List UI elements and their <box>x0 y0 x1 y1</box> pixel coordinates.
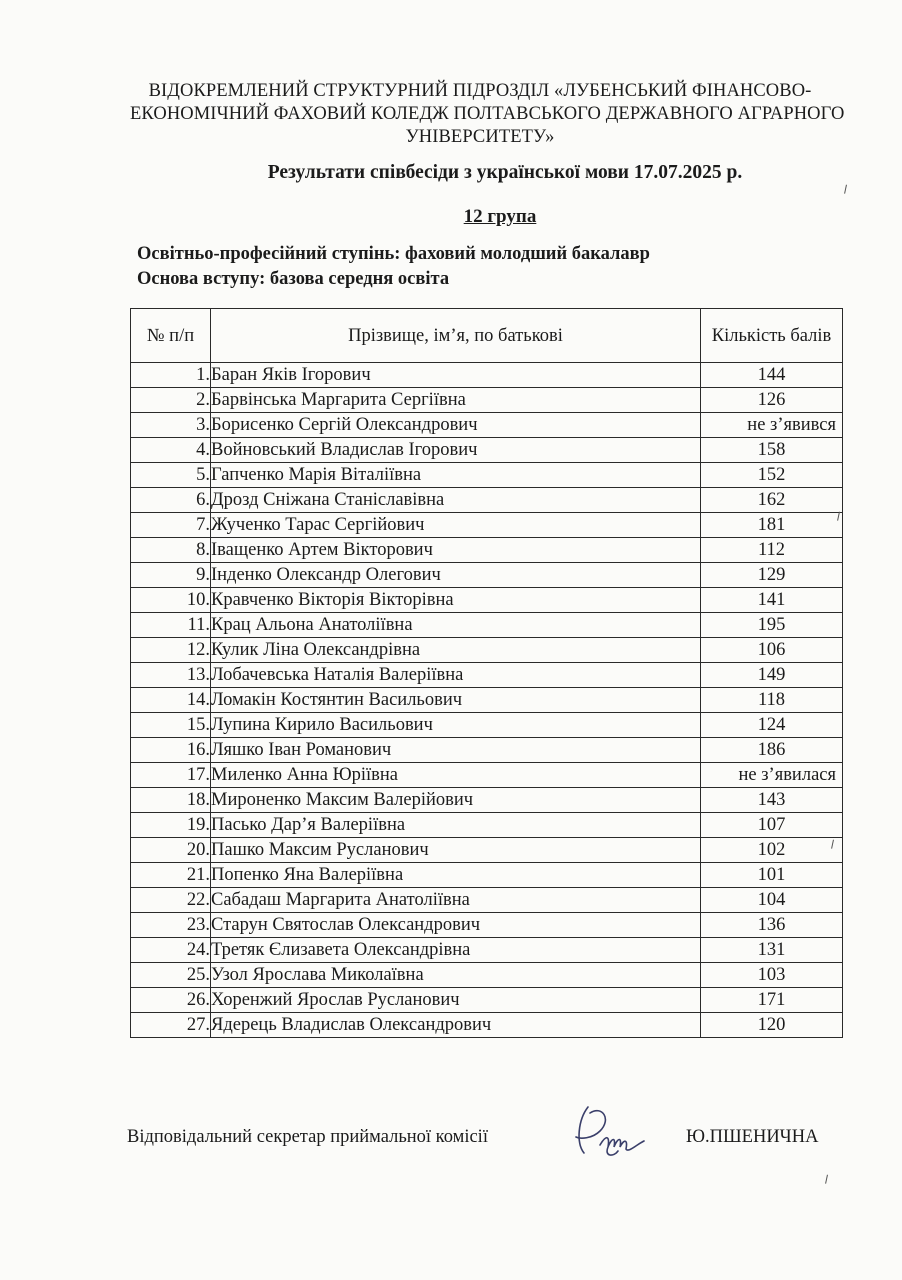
row-number: 17. <box>131 763 211 788</box>
header-score: Кількість балів <box>701 309 843 363</box>
table-row <box>131 788 843 813</box>
student-name: Борисенко Сергій Олександрович <box>211 413 701 438</box>
student-name: Лобачевська Наталія Валеріївна <box>211 663 701 688</box>
student-name: Войновський Владислав Ігорович <box>211 438 701 463</box>
student-score: 120 <box>701 1013 843 1038</box>
row-number: 24. <box>131 938 211 963</box>
student-score: 131 <box>701 938 843 963</box>
row-number: 13. <box>131 663 211 688</box>
org-line: ВІДОКРЕМЛЕНИЙ СТРУКТУРНИЙ ПІДРОЗДІЛ «ЛУБЕНСЬКИЙ ФІНАНСОВО- <box>148 81 812 101</box>
student-score: 102 <box>701 838 843 863</box>
student-name: Крац Альона Анатоліївна <box>211 613 701 638</box>
student-score: 106 <box>701 638 843 663</box>
student-score: 112 <box>701 538 843 563</box>
row-number: 27. <box>131 1013 211 1038</box>
table-row <box>131 763 843 788</box>
table-row <box>131 1013 843 1038</box>
secretary-position: Відповідальний секретар приймальної комісії <box>127 1127 488 1147</box>
student-name: Гапченко Марія Віталіївна <box>211 463 701 488</box>
student-name: Миленко Анна Юріївна <box>211 763 701 788</box>
row-number: 19. <box>131 813 211 838</box>
student-name: Кравченко Вікторія Вікторівна <box>211 588 701 613</box>
student-name: Ломакін Костянтин Васильович <box>211 688 701 713</box>
student-name: Баран Яків Ігорович <box>211 363 701 388</box>
table-row <box>131 413 843 438</box>
student-score: 141 <box>701 588 843 613</box>
row-number: 9. <box>131 563 211 588</box>
student-name: Старун Святослав Олександрович <box>211 913 701 938</box>
table-row <box>131 888 843 913</box>
scan-mark <box>844 185 850 195</box>
table-row <box>131 988 843 1013</box>
row-number: 2. <box>131 388 211 413</box>
student-name: Попенко Яна Валеріївна <box>211 863 701 888</box>
row-number: 1. <box>131 363 211 388</box>
row-number: 5. <box>131 463 211 488</box>
table-row <box>131 363 843 388</box>
student-score: 144 <box>701 363 843 388</box>
student-score: 136 <box>701 913 843 938</box>
admission-basis-line: Основа вступу: базова середня освіта <box>137 269 450 289</box>
table-row <box>131 538 843 563</box>
table-row <box>131 588 843 613</box>
student-name: Мироненко Максим Валерійович <box>211 788 701 813</box>
student-name: Третяк Єлизавета Олександрівна <box>211 938 701 963</box>
row-number: 22. <box>131 888 211 913</box>
student-score: не з’явився <box>701 413 843 438</box>
student-name: Ядерець Владислав Олександрович <box>211 1013 701 1038</box>
student-score: 181 <box>701 513 843 538</box>
student-name: Сабадаш Маргарита Анатоліївна <box>211 888 701 913</box>
table-row <box>131 713 843 738</box>
row-number: 10. <box>131 588 211 613</box>
table-header-row <box>131 309 843 363</box>
row-number: 15. <box>131 713 211 738</box>
results-table <box>130 308 843 1038</box>
student-score: 118 <box>701 688 843 713</box>
student-name: Кулик Ліна Олександрівна <box>211 638 701 663</box>
student-name: Жученко Тарас Сергійович <box>211 513 701 538</box>
student-score: 152 <box>701 463 843 488</box>
table-row <box>131 963 843 988</box>
student-score: 195 <box>701 613 843 638</box>
row-number: 7. <box>131 513 211 538</box>
row-number: 21. <box>131 863 211 888</box>
student-name: Дрозд Сніжана Станіславівна <box>211 488 701 513</box>
row-number: 6. <box>131 488 211 513</box>
organization-header <box>130 80 845 149</box>
row-number: 12. <box>131 638 211 663</box>
student-score: 124 <box>701 713 843 738</box>
table-row <box>131 663 843 688</box>
table-row <box>131 388 843 413</box>
table-row <box>131 613 843 638</box>
student-score: 101 <box>701 863 843 888</box>
table-row <box>131 563 843 588</box>
row-number: 3. <box>131 413 211 438</box>
header-full-name: Прізвище, ім’я, по батькові <box>211 309 701 363</box>
student-score: 162 <box>701 488 843 513</box>
student-name: Інденко Олександр Олегович <box>211 563 701 588</box>
document-title: Результати співбесіди з української мови 17.07.2025 р. <box>267 162 743 183</box>
student-score: не з’явилася <box>701 763 843 788</box>
student-score: 186 <box>701 738 843 763</box>
table-row <box>131 513 843 538</box>
student-name: Пашко Максим Русланович <box>211 838 701 863</box>
results-body <box>131 363 843 1038</box>
student-name: Узол Ярослава Миколаївна <box>211 963 701 988</box>
student-name: Пасько Дар’я Валеріївна <box>211 813 701 838</box>
table-row <box>131 838 843 863</box>
row-number: 25. <box>131 963 211 988</box>
student-name: Лупина Кирило Васильович <box>211 713 701 738</box>
row-number: 26. <box>131 988 211 1013</box>
org-line: УНІВЕРСИТЕТУ» <box>405 127 555 147</box>
header-number: № п/п <box>131 309 211 363</box>
table-row <box>131 738 843 763</box>
student-name: Ляшко Іван Романович <box>211 738 701 763</box>
student-score: 158 <box>701 438 843 463</box>
table-row <box>131 938 843 963</box>
row-number: 16. <box>131 738 211 763</box>
scan-mark <box>825 1175 831 1185</box>
student-score: 103 <box>701 963 843 988</box>
table-row <box>131 638 843 663</box>
student-score: 107 <box>701 813 843 838</box>
row-number: 20. <box>131 838 211 863</box>
student-score: 143 <box>701 788 843 813</box>
student-score: 104 <box>701 888 843 913</box>
student-name: Хоренжий Ярослав Русланович <box>211 988 701 1013</box>
signer-name: Ю.ПШЕНИЧНА <box>686 1127 819 1147</box>
org-line: ЕКОНОМІЧНИЙ ФАХОВИЙ КОЛЕДЖ ПОЛТАВСЬКОГО ДЕРЖАВНОГО АГРАРНОГО <box>130 104 845 124</box>
student-score: 171 <box>701 988 843 1013</box>
row-number: 18. <box>131 788 211 813</box>
table-row <box>131 463 843 488</box>
row-number: 14. <box>131 688 211 713</box>
group-label: 12 група <box>463 206 537 227</box>
student-score: 126 <box>701 388 843 413</box>
table-row <box>131 863 843 888</box>
row-number: 23. <box>131 913 211 938</box>
row-number: 8. <box>131 538 211 563</box>
table-row <box>131 813 843 838</box>
table-row <box>131 488 843 513</box>
row-number: 11. <box>131 613 211 638</box>
handwritten-signature-icon <box>568 1095 648 1175</box>
student-score: 129 <box>701 563 843 588</box>
student-name: Іващенко Артем Вікторович <box>211 538 701 563</box>
table-row <box>131 913 843 938</box>
student-name: Барвінська Маргарита Сергіївна <box>211 388 701 413</box>
row-number: 4. <box>131 438 211 463</box>
student-score: 149 <box>701 663 843 688</box>
degree-line: Освітньо-професійний ступінь: фаховий молодший бакалавр <box>137 244 650 264</box>
table-row <box>131 438 843 463</box>
table-row <box>131 688 843 713</box>
